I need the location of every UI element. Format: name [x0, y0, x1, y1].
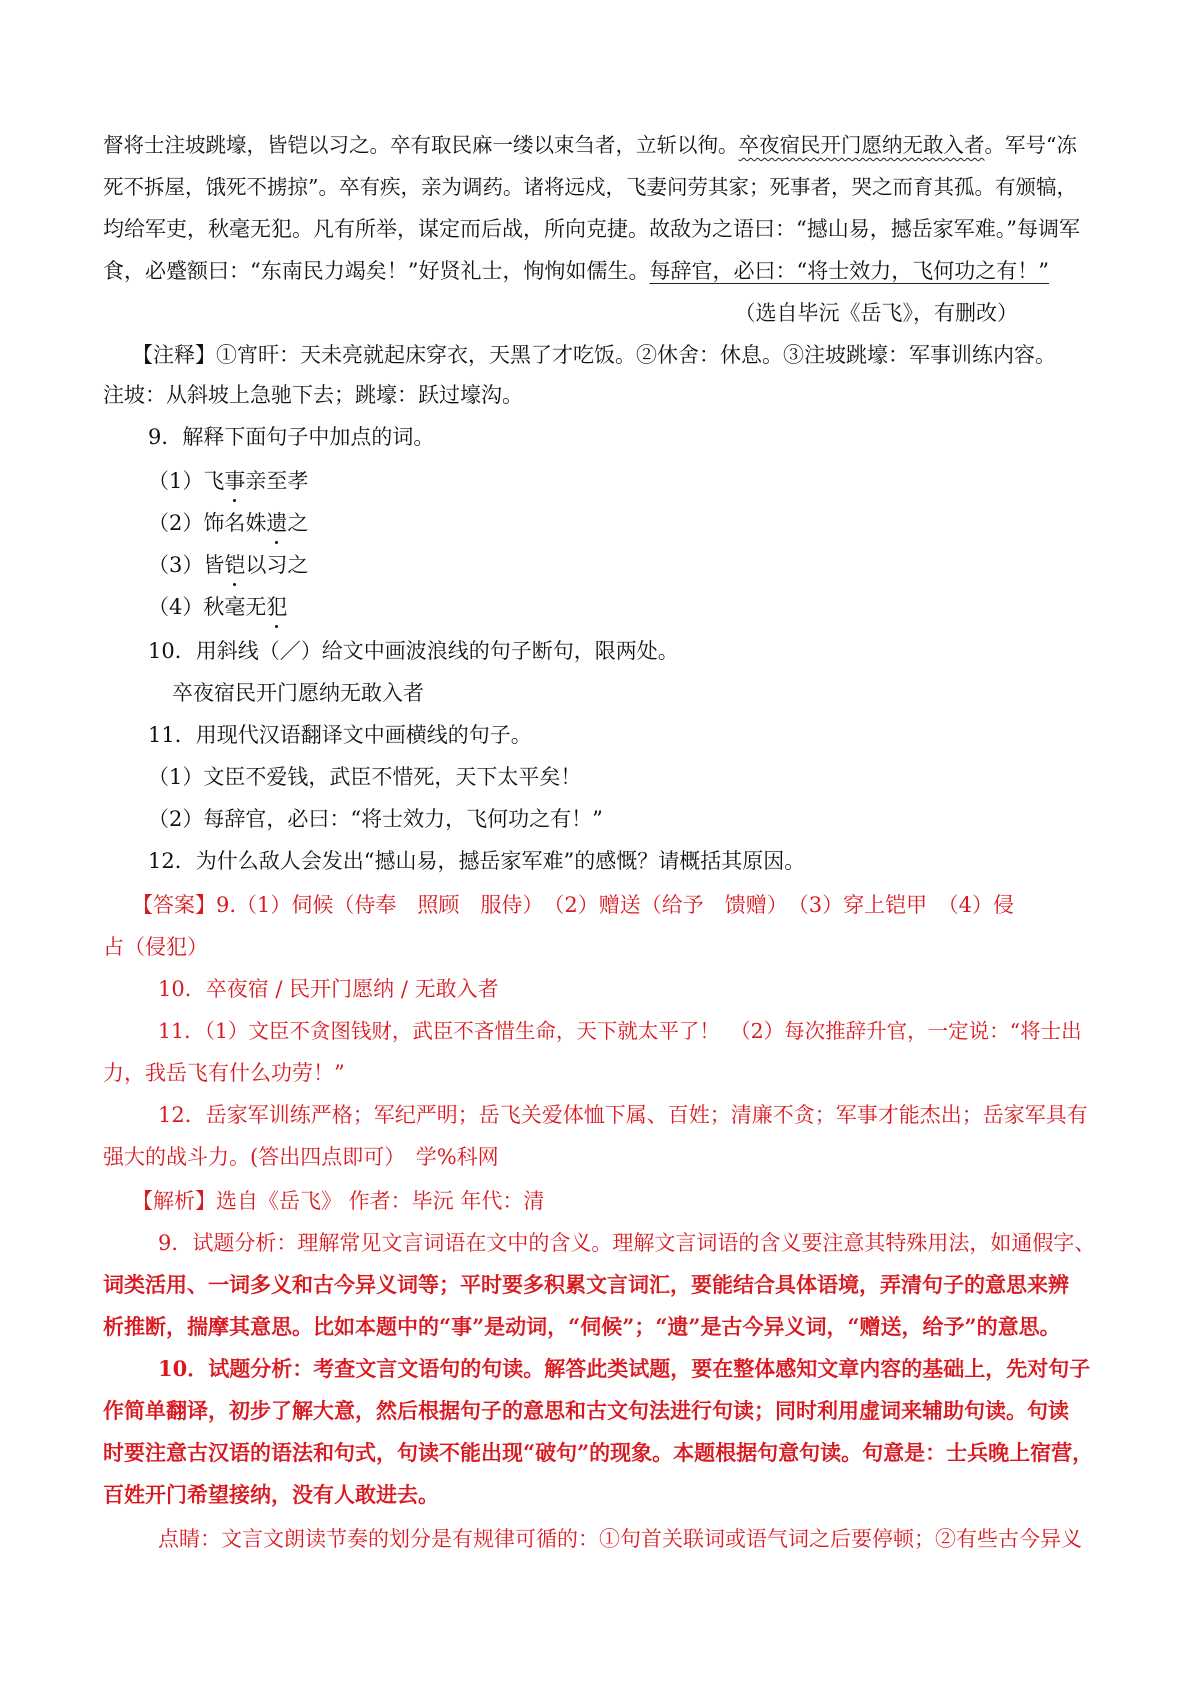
answer-10: 10．卒夜宿 / 民开门愿纳 / 无敢入者 [158, 977, 499, 1001]
q9-2-post: 之 [287, 511, 309, 535]
question-9-4 [148, 592, 287, 622]
dotted-word: 遗 [266, 508, 287, 538]
notes-line-2: 注坡：从斜坡上急驰下去；跳壕：跃过壕沟。 [103, 383, 523, 407]
passage-line-4 [103, 256, 1049, 286]
answer-11-line-1: 11．（1）文臣不贪图钱财，武臣不吝惜生命，天下就太平了！ （2）每次推辞升官，一定说：“将士出 [158, 1019, 1082, 1043]
q9-1-pre: （1）飞 [148, 469, 225, 493]
dotted-word: 犯 [266, 592, 287, 622]
q9-1-post: 亲至孝 [245, 469, 309, 493]
q9-4-pre: （4）秋毫无 [148, 595, 267, 619]
answer-11-line-2: 力，我岳飞有什么功劳！” [103, 1061, 345, 1085]
analysis-10-line-1: 10．试题分析：考查文言文语句的句读。解答此类试题，要在整体感知文章内容的基础上，先对句子 [158, 1356, 1091, 1381]
question-11-1: （1）文臣不爱钱，武臣不惜死，天下太平矣！ [148, 765, 582, 789]
answer-9-line-2: 占（侵犯） [103, 935, 208, 959]
question-12: 12．为什么敌人会发出“撼山易，撼岳家军难”的感慨？请概括其原因。 [148, 849, 806, 873]
analysis-10-line-4: 百姓开门希望接纳，没有人敢进去。 [103, 1482, 439, 1507]
answer-9-line-1: 【答案】9.（1）伺候（侍奉 照顾 服侍） （2）赠送（给予 馈赠） （3）穿上铠甲 （4）侵 [132, 893, 1014, 917]
q9-3-pre: （3）皆 [148, 553, 225, 577]
passage-source: （选自毕沅《岳飞》，有删改） [734, 301, 1018, 325]
question-9-3 [148, 550, 308, 580]
passage-line-1 [103, 130, 1077, 160]
passage-text: 督将士注坡跳壕，皆铠以习之。卒有取民麻一缕以束刍者，立斩以徇。 [103, 133, 739, 157]
q9-2-pre: （2）饰名姝 [148, 511, 267, 535]
question-9-1 [148, 466, 308, 496]
analysis-9-line-2: 词类活用、一词多义和古今异义词等；平时要多积累文言词汇，要能结合具体语境，弄清句子的意思来辨 [103, 1272, 1069, 1297]
question-11: 11．用现代汉语翻译文中画横线的句子。 [148, 723, 532, 747]
tip-line-1: 点睛：文言文朗读节奏的划分是有规律可循的：①句首关联词或语气词之后要停顿；②有些古今异义 [158, 1527, 1082, 1551]
q9-3-post: 以习之 [245, 553, 309, 577]
answer-12-line-1: 12．岳家军训练严格；军纪严明；岳飞关爱体恤下属、百姓；清廉不贪；军事才能杰出；岳家军具有 [158, 1103, 1088, 1127]
question-9: 9．解释下面句子中加点的词。 [148, 425, 435, 449]
question-9-2 [148, 508, 308, 538]
answer-12-line-2: 强大的战斗力。(答出四点即可） 学%科网 [103, 1145, 499, 1169]
question-11-2: （2）每辞官，必曰：“将士效力，飞何功之有！” [148, 807, 603, 831]
analysis-9-line-1: 9．试题分析：理解常见文言词语在文中的含义。理解文言词语的含义要注意其特殊用法，如通假字、 [158, 1231, 1096, 1255]
underlined-sentence: 每辞官，必曰：“将士效力，飞何功之有！” [649, 259, 1049, 283]
passage-text: 。军号“冻 [984, 133, 1077, 157]
passage-text: 食，必蹙额曰：“东南民力竭矣！”好贤礼士，恂恂如儒生。 [103, 259, 650, 283]
question-10: 10．用斜线（／）给文中画波浪线的句子断句，限两处。 [148, 639, 679, 663]
analysis-10-line-2: 作简单翻译，初步了解大意，然后根据句子的意思和古文句法进行句读；同时利用虚词来辅助句读。句读 [103, 1398, 1069, 1423]
wavy-underlined-sentence: 卒夜宿民开门愿纳无敢入者 [738, 133, 985, 157]
notes-line-1: 【注释】①宵旰：天未亮就起床穿衣，天黑了才吃饭。②休舍：休息。③注坡跳壕：军事训练内容。 [132, 343, 1056, 367]
passage-line-3: 均给军吏，秋毫无犯。凡有所举，谋定而后战，所向克捷。故敌为之语曰：“撼山易，撼岳家军难。”每调军 [103, 217, 1080, 241]
analysis-9-line-3: 析推断，揣摩其意思。比如本题中的“事”是动词，“伺候”；“遗”是古今异义词，“赠送，给予”的意思。 [103, 1314, 1061, 1339]
dotted-word: 铠 [224, 550, 245, 580]
dotted-word: 事 [224, 466, 245, 496]
passage-line-2: 死不拆屋，饿死不掳掠”。卒有疾，亲为调药。诸将远戍，飞妻问劳其家；死事者，哭之而育其孤。有颁犒， [103, 175, 1077, 199]
analysis-header: 【解析】选自《岳飞》 作者：毕沅 年代：清 [132, 1189, 545, 1213]
question-10-sentence: 卒夜宿民开门愿纳无敢入者 [172, 681, 424, 705]
analysis-10-line-3: 时要注意古汉语的语法和句式，句读不能出现“破句”的现象。本题根据句意句读。句意是：士兵晚上宿营， [103, 1440, 1094, 1465]
